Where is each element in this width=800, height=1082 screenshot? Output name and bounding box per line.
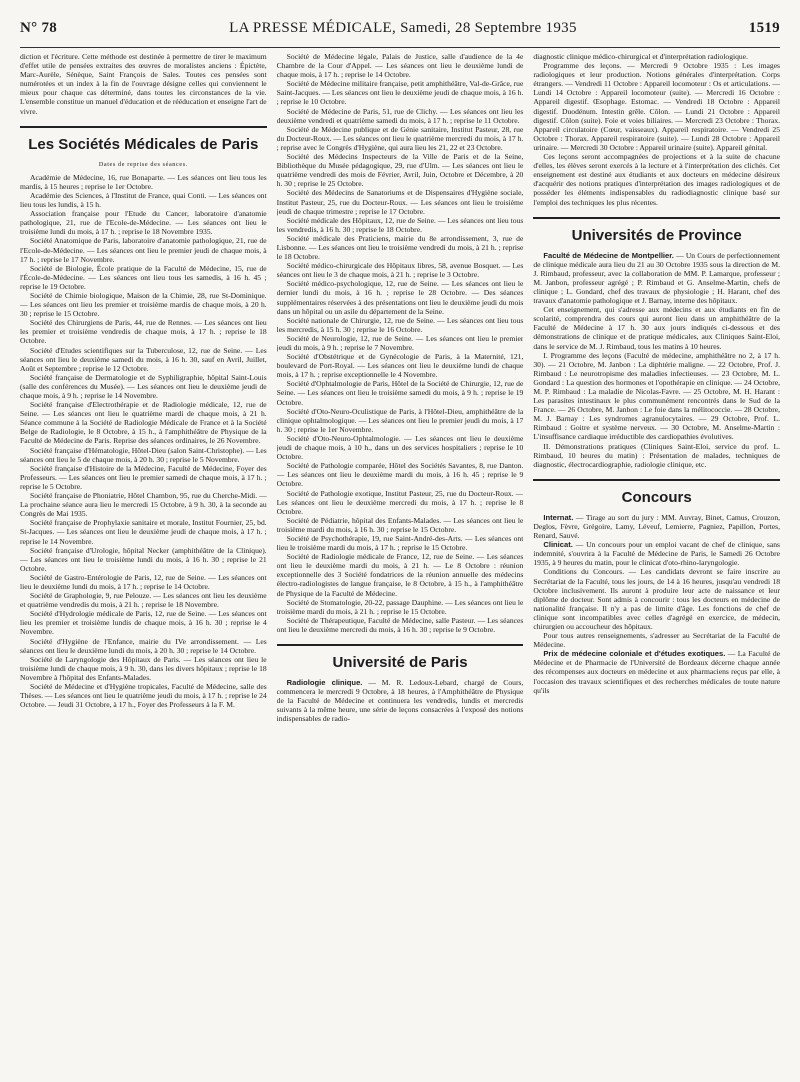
column-1: [20, 52, 267, 1074]
prix-paragraph: [533, 649, 780, 694]
society-entry: Société médicale des Hôpitaux, 12, rue de Seine. — Les séances ont lieu tous les vendredis, à 16 h. 30 ; reprise le 18 Octobre.: [276, 215, 524, 234]
society-entry: Société française d'Hématologie, Hôtel-Dieu (salon Saint-Christophe). — Les séances ont lieu le 5 de chaque mois, à 20 h. 30 ; reprise le 5 Novembre.: [20, 445, 267, 464]
society-entry: Académie des Sciences, à l'Institut de France, quai Conti. — Les séances ont lieu tous les lundis, à 15 h.: [20, 190, 267, 210]
newspaper-title: LA PRESSE MÉDICALE, Samedi, 28 Septembre 1935: [229, 20, 577, 36]
societies-list: [20, 173, 267, 710]
society-entry: Société de Psychothérapie, 19, rue Saint-André-des-Arts. — Les séances ont lieu le troisième mardi du mois, à 17 h. ; reprise le 15 Octobre.: [276, 533, 524, 553]
society-entry: Société française d'Histoire de la Médecine, Faculté de Médecine, Foyer des Professeurs. — Les séances ont lieu le premier samedi de chaque mois, à 17 h. ; reprise le 5 Octobre.: [20, 463, 267, 491]
prix-text: — La Faculté de Médecine et de Pharmacie de l'Université de Bordeaux décerne chaque année des récompenses aux docteurs en médecine et aux pharmaciens reçus par elle, à l'occasion des travaux scientifiques et des recherches médicales de toute nature qu'ils: [533, 649, 781, 695]
society-entry: Société française d'Electrothérapie et de Radiologie médicale, 12, rue de Seine. — Les séances ont lieu le quatrième mardi de chaque mois, à 21 h. Séance commune à la Société de Radiologie Médicale de France et à la Société Belge de Radiologie, le 8 Octobre, à 15 h., à l'amphithéâtre de Physique de la Faculté de Médecine de Paris. Reprise des séances ordinaires, le 26 Novembre.: [20, 400, 267, 446]
clinicat-lead: Clinicat.: [543, 540, 573, 550]
society-entry: Société de Graphologie, 9, rue Pelouze. — Les séances ont lieu les deuxième et quatrième vendredis du mois, à 21 h. ; reprise le 18 Novembre.: [20, 591, 267, 610]
society-entry: Société d'Ophtalmologie de Paris, Hôtel de la Société de Chirurgie, 12, rue de Seine. — Les séances ont lieu le troisième samedi du mois, à 9 h. ; reprise le 19 Octobre.: [276, 379, 524, 407]
society-entry: Société d'Oto-Neuro-Oculistique de Paris, à l'Hôtel-Dieu, amphithéâtre de la clinique ophtalmologique. — Les séances ont lieu le premier jeudi du mois, à 17 h. 30 ; reprise le 1er Novembre.: [276, 406, 524, 434]
society-entry: Société d'Etudes scientifiques sur la Tuberculose, 12, rue de Seine. — Les séances ont lieu le deuxième samedi du mois, à 16 h. 30, sauf en Avril, Juillet, Août et Septembre ; reprise le 12 Octobre.: [20, 345, 267, 373]
univ-paris-lead: Radiologie clinique.: [286, 678, 363, 687]
header-rule: [20, 47, 780, 48]
society-entry: Société d'Hydrologie médicale de Paris, 12, rue de Seine. — Les séances ont lieu les premier et troisième lundis de chaque mois, à 16 h. 30 ; reprise le 4 Novembre.: [20, 609, 267, 637]
columns: [20, 52, 780, 1074]
internat-text: — Tirage au sort du jury : MM. Auvray, Binet, Camus, Crouzon, Deglos, Fèvre, Grégoire, Lamy, Léveuf, Lemierre, Pagniez, Papillon, Portes, Renard, Sauvé.: [533, 512, 781, 541]
montpellier-p3: I. Programme des leçons (Faculté de médecine, amphithéâtre no 2, à 17 h. 30). — 21 Octobre, M. Janbon : La diphtérie maligne. — 22 Octobre, Prof. J. Rimbaud : Le neurotropisme des maladies infectieuses. — 23 Octobre, M. L. Gondard : La question des hormones et l'opothérapie en clinique. — 24 Octobre, M. P. Rimbaud : La maladie de Nicolas-Favre. — 25 Octobre, M. H. Harant : Les parasites intestinaux le plus communément rencontrés dans le Sud de la France. — 26 Octobre, M. Janbon : Le foie dans la mélitococcie. — 28 Octobre, M. J. Barnay : Les syndromes agranulocytaires. — 29 Octobre, Prof. L. Rimbaud : Goitre et système nerveux. — 30 Octobre, M. Anselme-Martin : L'insuffisance cardiaque irréductible des cardiopathies évolutives.: [533, 350, 781, 442]
society-entry: Société des Médecins de Sanatoriums et de Dispensaires d'Hygiène sociale, Institut Pasteur, 25, rue du Docteur-Roux. — Les séances ont lieu le troisième jeudi de chaque trimestre ; reprise le 17 Octobre.: [276, 188, 524, 216]
section-title-concours: Concours: [533, 479, 780, 507]
society-entry: Société d'Hygiène de l'Enfance, mairie du IVe arrondissement. — Les séances ont lieu le deuxième lundi du mois, à 20 h. 30 ; reprise le 14 Octobre.: [20, 636, 267, 655]
society-entry: Société des Médecins Inspecteurs de la Ville de Paris et de la Seine, Bibliothèque du Musée pédagogique, 29, rue d'Ulm. — Les séances ont lieu le quatrième vendredi des mois de Février, Avril, Juin, Octobre et Décembre, à 20 h. 30 ; reprise le 25 Octobre.: [276, 152, 524, 189]
society-entry: Société médico-chirurgicale des Hôpitaux libres, 58, avenue Bosquet. — Les séances ont lieu le 3 de chaque mois, à 21 h. ; reprise le 3 Octobre.: [276, 261, 524, 280]
internat-paragraph: [533, 513, 780, 540]
montpellier-p4: II. Démonstrations pratiques (Cliniques Saint-Eloi, service du prof. L. Rimbaud, 10 heures du matin) : Présentation de malades, techniques de diagnostic, électrocardiographie, radiologie clinique, etc.: [533, 441, 781, 469]
society-entry: Société médicale des Praticiens, mairie du 8e arrondissement, 3, rue de Lisbonne. — Les séances ont lieu le troisième vendredi du mois, à 21 h. ; reprise le 18 Octobre.: [276, 233, 524, 262]
society-entry: Société de Médecine et d'Hygiène tropicales, Faculté de Médecine, salle des Thèses. — Les séances ont lieu le quatrième jeudi du mois, à 17 h. ; reprise le 24 Octobre. — Jeudi 31 Octobre, à 17 h., Foyer des Professeurs à la F. M.: [20, 682, 267, 710]
programme-paragraph: Programme des leçons. — Mercredi 9 Octobre 1935 : Les images radiologiques et leur production. Notions générales d'interprétation. Corps étrangers. — Vendredi 11 Octobre : Appareil locomoteur : Os et articulations. — Lundi 14 Octobre : Appareil locomoteur (suite). — Mercredi 16 Octobre : Appareil digestif. Œsophage. Estomac. — Vendredi 18 Octobre : Appareil digestif. Duodénum. Intestin grêle. Côlon. — Lundi 21 Octobre : Appareil digestif. Côlon (suite). Foie et voies biliaires. — Mercredi 23 Octobre : Thorax. Appareil circulatoire (Cœur, vaisseaux). Appareil respiratoire. — Vendredi 25 Octobre : Thorax. Appareil respiratoire (suite). — Lundi 28 Octobre : Appareil urinaire. — Mercredi 30 Octobre : Appareil urinaire (suite). Appareil génital.: [533, 61, 781, 152]
society-entry: Société des Chirurgiens de Paris, 44, rue de Rennes. — Les séances ont lieu les premier et troisième vendredis de chaque mois, à 17 h. ; reprise le 18 Octobre.: [20, 318, 267, 346]
society-entry: Société de Médecine légale, Palais de Justice, salle d'audience de la 4e Chambre de la Cour d'Appel. — Les séances ont lieu le deuxième lundi de chaque mois, à 17 h. ; reprise le 14 Octobre.: [276, 52, 524, 80]
society-entry: Société de Pathologie exotique, Institut Pasteur, 25, rue du Docteur-Roux. — Les séances ont lieu le deuxième mercredi du mois, à 17 h. ; reprise le 8 Octobre.: [276, 488, 524, 516]
society-entry: Société de Médecine de Paris, 51, rue de Clichy. — Les séances ont lieu les deuxième vendredi et quatrième samedi du mois, à 17 h. ; reprise le 11 Octobre.: [276, 106, 524, 125]
page-number: 1519: [748, 20, 780, 36]
society-entry: Société d'Oto-Neuro-Ophtalmologie. — Les séances ont lieu le deuxième jeudi de chaque mois, à 10 h., dans un des services hospitaliers ; reprise le 10 Octobre.: [276, 433, 524, 462]
society-entry: Société de Radiologie médicale de France, 12, rue de Seine. — Les séances ont lieu le deuxième mardi du mois, à 21 h. — Le 8 Octobre : réunion exceptionnelle des 3 Société fondatrices de la réunion annuelle des médecins électro-radiologistes de langue française, le 8 Octobre, à 15 h., à l'amphithéâtre de Physique de la Faculté de Médecine.: [276, 552, 524, 598]
society-entry: Association française pour l'Etude du Cancer, laboratoire d'anatomie pathologique, 21, rue de l'Ecole-de-Médecine. — Les séances ont lieu le troisième lundi du mois, à 17 h. ; reprise le 18 Novembre 1935.: [20, 209, 267, 237]
clinicat-p3: Pour tous autres renseignements, s'adresser au Secrétariat de la Faculté de Médecine.: [533, 631, 781, 650]
radio-lead-text: diagnostic clinique médico-chirurgical et d'interprétation radiologique.: [533, 52, 748, 61]
society-entry: Société française de Dermatologie et de Syphiligraphie, hôpital Saint-Louis (salle des conférences du Musée). — Les séances ont lieu le deuxième jeudi de chaque mois, à 9 h. ; reprise le 14 Novembre.: [20, 372, 267, 400]
clinicat-paragraph: [533, 540, 780, 567]
society-entry: Société de Pathologie comparée, Hôtel des Sociétés Savantes, 8, rue Danton. — Les séances ont lieu le deuxième mardi du mois, à 16 h. 45 ; reprise le 9 Octobre.: [276, 461, 524, 489]
society-entry: Société française de Phoniatrie, Hôtel Chambon, 95, rue du Cherche-Midi. — La prochaine séance aura lieu le mercredi 15 Octobre, à 9 h. 30, à la seconde au Congrès de Mai 1935.: [20, 491, 267, 519]
dates-caption: Dates de reprise des séances.: [98, 160, 188, 168]
column-2: [277, 52, 524, 1074]
section-title-universite-paris: Université de Paris: [277, 644, 524, 672]
programme-note: Ces leçons seront accompagnées de projections et à la suite de chacune d'elles, les élèves seront exercés à la lecture et à l'interprétation des clichés. Cet enseignement est destiné aux étudiants et aux docteurs en médecine désireux d'acquérir des notions pratiques d'interprétation des images radiologiques et de posséder les éléments indispensables du radiodiagnostic clinique basé sur l'emploi des techniques les plus récentes.: [533, 152, 781, 207]
society-entry: Société française de Prophylaxie sanitaire et morale, Institut Fournier, 25, bd. St-Jacques. — Les séances ont lieu le deuxième jeudi de chaque mois, à 17 h. ; reprise le 14 Novembre.: [20, 518, 267, 546]
society-entry: Société médico-psychologique, 12, rue de Seine. — Les séances ont lieu le dernier lundi du mois, à 16 h. ; reprise le 28 Octobre. — Des séances supplémentaires réservées à des présentations ont lieu le deuxième jeudi du mois dans un hôpital ou un asile du département de la Seine.: [276, 279, 524, 316]
society-entry: Société de Gastro-Entérologie de Paris, 12, rue de Seine. — Les séances ont lieu le deuxième lundi du mois, à 17 h. ; reprise le 14 Octobre.: [20, 572, 267, 591]
society-entry: Société de Biologie, École pratique de la Faculté de Médecine, 15, rue de l'École-de-Médecine. — Les séances ont lieu tous les samedis, à 16 h. 45 ; reprise le 19 Octobre.: [20, 263, 267, 291]
society-entry: Société nationale de Chirurgie, 12, rue de Seine. — Les séances ont lieu tous les mercredis, à 15 h. 30 ; reprise le 16 Octobre.: [276, 315, 524, 334]
prix-lead: Prix de médecine coloniale et d'études exotiques.: [543, 649, 726, 659]
column-3: [533, 52, 780, 1074]
clinicat-text: — Un concours pour un emploi vacant de chef de clinique, sans indemnité, s'ouvrira à la Faculté de Médecine de Paris, le Samedi 26 Octobre 1935, à 9 heures du matin, pour le clinicat d'oto-rhino-laryngologie.: [533, 540, 781, 568]
univ-paris-paragraph: [277, 678, 524, 723]
intro-paragraph: diction et l'écriture. Cette méthode est destinée à permettre de tirer le maximum d'effet utile de pensées extraites des œuvres de moralistes anciens : Épictète, Marc-Aurèle, Sénèque, Saint François de Sales. Toutes ces pensées sont numérotées et un index à la fin de l'ouvrage désigne celles qui conviennent le mieux pour chaque cas déterminé, dans toutes les circonstances de la vie. L'ensemble constitue un manuel d'éducation et de rééducation et enseigne l'art de vivre.: [20, 52, 267, 116]
society-entry: Académie de Médecine, 16, rue Bonaparte. — Les séances ont lieu tous les mardis, à 15 heures ; reprise le 1er Octobre.: [20, 172, 267, 191]
issue-number: N° 78: [20, 20, 58, 36]
societies-list-cont: [277, 52, 524, 634]
univ-paris-text: — M. R. Ledoux-Lebard, chargé de Cours, commencera le mercredi 9 Octobre, à 18 heures, à l'Amphithéâtre de Physique de la Faculté de Médecine et continuera les vendredis, lundis et mercredis suivants à la même heure, une série de leçons consacrées à l'exposé des notions indispensables de radio-: [276, 678, 524, 724]
montpellier-p2: Cet enseignement, qui s'adresse aux médecins et aux étudiants en fin de scolarité, comprendra des cours qui auront lieu dans un amphithéâtre de la Faculté de Médecine à 17 h. 30 aux jours indiqués ci-dessous et des démonstrations de clinique et de pratique médicales, aux Cliniques Saint-Eloi, dans le service de M. J. Rimbaud, tous les matins à 10 heures.: [533, 305, 781, 351]
society-entry: Société de Thérapeutique, Faculté de Médecine, salle Pasteur. — Les séances ont lieu le deuxième mercredi du mois, à 16 h. 30 ; reprise le 9 Octobre.: [276, 615, 524, 634]
internat-lead: Internat.: [543, 512, 574, 522]
clinicat-p2: Conditions du Concours. — Les candidats devront se faire inscrire au Secrétariat de la Faculté, tous les jours, de 14 à 16 heures, jusqu'au vendredi 18 Octobre inclusivement. Ils auront à produire leur acte de naissance et leur diplôme de docteur. Sont admis à concourir : tous les docteurs en médecine de nationalité française. Il n'y a pas de limite d'âge. Les fonctions de chef de clinique sont incompatibles avec celles d'agrégé en exercice, de médecin, chirurgien ou accoucheur des hôpitaux.: [533, 567, 781, 631]
section-title-province: Universités de Province: [533, 217, 780, 245]
society-entry: Société de Médecine publique et de Génie sanitaire, Institut Pasteur, 28, rue du Docteur-Roux. — Les séances ont lieu le quatrième mercredi du mois, à 17 h. ; reprise avec le Congrès d'Hygiène, qui aura lieu les 21, 22 et 23 Octobre.: [276, 124, 524, 152]
section-title-societes: Les Sociétés Médicales de Paris: [20, 126, 267, 154]
masthead: [20, 20, 780, 46]
society-entry: Société de Laryngologie des Hôpitaux de Paris. — Les séances ont lieu le troisième lundi de chaque mois, à 9 h. 30, dans les divers hôpitaux ; reprise le 18 Novembre à l'hôpital des Enfants-Malades.: [20, 654, 267, 682]
society-entry: Société Anatomique de Paris, laboratoire d'anatomie pathologique, 21, rue de l'Ecole-de-Médecine. — Les séances ont lieu le premier jeudi de chaque mois, à 17 h. ; reprise le 17 Novembre.: [20, 236, 267, 264]
society-entry: Société française d'Urologie, hôpital Necker (amphithéâtre de la Clinique). — Les séances ont lieu le troisième lundi du mois, à 16 h. 30 ; reprise le 21 Octobre.: [20, 545, 267, 573]
montpellier-text: — Un Cours de perfectionnement de clinique médicale aura lieu du 21 au 30 Octobre 1935 sous la direction de M. J. Rimbaud, professeur, avec la collaboration de MM. P. Lamarque, professeur ; M. Janbon, professeur agrégé ; P. Rimbaud et G. Anselme-Martin, chefs de clinique ; L. Gondard, chef des travaux de physiologie ; H. Harant, chef des travaux d'anatomie pathologique et J. Barnay, interne des hôpitaux.: [533, 250, 781, 306]
montpellier-lead: Faculté de Médecine de Montpellier.: [543, 250, 674, 260]
society-entry: Société de Chimie biologique, Maison de la Chimie, 28, rue St-Dominique. — Les séances ont lieu les premier et troisième mardis de chaque mois, à 20 h. 30 ; reprise le 15 Octobre.: [20, 290, 267, 319]
society-entry: Société de Médecine militaire française, petit amphithéâtre, Val-de-Grâce, rue Saint-Jacques. — Les séances ont lieu le deuxième jeudi de chaque mois, à 16 h. ; reprise le 10 Octobre.: [276, 79, 524, 107]
society-entry: Société de Neurologie, 12, rue de Seine. — Les séances ont lieu le premier jeudi du mois, à 9 h. ; reprise le 7 Novembre.: [276, 333, 524, 352]
society-entry: Société de Stomatologie, 20-22, passage Dauphine. — Les séances ont lieu le troisième mardi du mois, à 21 h. ; reprise le 15 Octobre.: [276, 597, 524, 616]
montpellier-paragraph: [533, 251, 780, 306]
society-entry: Société d'Obstétrique et de Gynécologie de Paris, à la Maternité, 121, boulevard de Port-Royal. — Les séances ont lieu le deuxième lundi de chaque mois, à 17 h. ; reprise exceptionnelle le 4 Novembre.: [276, 352, 524, 380]
society-entry: Société de Pédiatrie, hôpital des Enfants-Malades. — Les séances ont lieu le troisième mardi du mois, à 16 h. 30 ; reprise le 15 Octobre.: [276, 515, 524, 534]
